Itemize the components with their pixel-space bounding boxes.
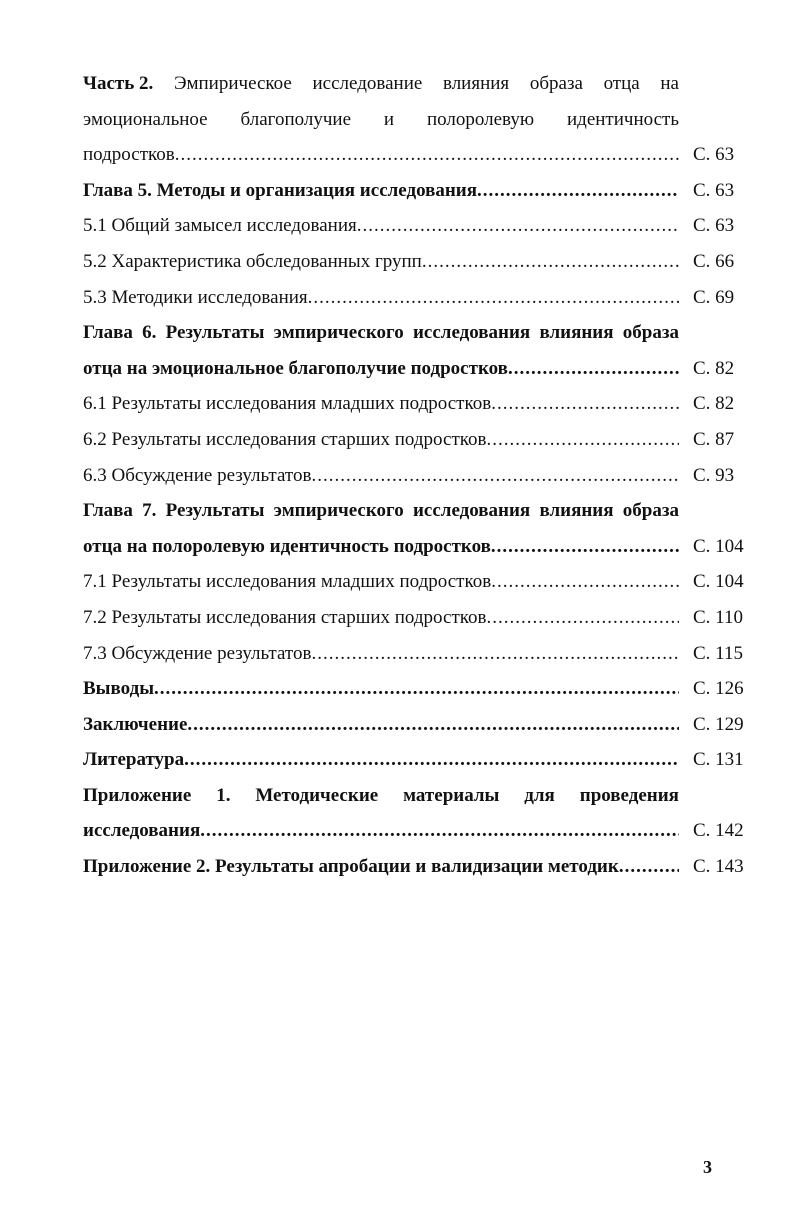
toc-entry-appendix1[interactable] <box>83 813 748 849</box>
entry-title: подростков <box>83 144 175 166</box>
chapter6-word: эмпирического <box>273 322 404 344</box>
entry-page: С. 104 <box>693 571 744 593</box>
toc-entry-summary[interactable] <box>83 707 748 743</box>
leader-dots <box>487 422 680 458</box>
entry-page: С. 63 <box>693 179 735 201</box>
part2-word: полоролевую <box>426 108 535 130</box>
leader-dots <box>311 458 679 494</box>
leader-dots <box>154 671 679 707</box>
chapter6-word: образа <box>622 322 679 344</box>
part2-word: благополучие <box>240 108 351 130</box>
entry-page: С. 82 <box>693 357 735 379</box>
entry-title: 7.1 Результаты исследования младших подростков <box>83 571 492 593</box>
entry-page: С. 63 <box>693 215 735 237</box>
leader-dots <box>175 137 679 173</box>
entry-page: С. 82 <box>693 393 735 415</box>
toc-entry-conclusions[interactable] <box>83 671 748 707</box>
entry-page: С. 129 <box>693 713 744 735</box>
leader-dots <box>491 564 679 600</box>
chapter7-word: Глава <box>83 500 133 522</box>
chapter7-word: образа <box>622 500 679 522</box>
entry-title: Заключение <box>83 713 188 735</box>
entry-title: Литература <box>83 749 185 771</box>
chapter6-word: влияния <box>539 322 614 344</box>
entry-page: С. 93 <box>693 464 735 486</box>
leader-dots <box>422 244 679 280</box>
part2-word: исследование <box>312 73 423 94</box>
toc-entry-appendix2[interactable] <box>83 849 748 885</box>
table-of-contents <box>83 66 748 885</box>
entry-title: Глава 5. Методы и организация исследования <box>83 179 478 201</box>
part2-word: образа <box>529 73 583 94</box>
entry-title: Выводы <box>83 678 155 700</box>
toc-entry-7-1[interactable] <box>83 564 748 600</box>
part2-word: и <box>383 108 395 130</box>
toc-appendix1-line1 <box>83 778 748 814</box>
leader-dots <box>487 600 680 636</box>
toc-entry-chapter6[interactable] <box>83 351 748 387</box>
entry-page: С. 87 <box>693 428 735 450</box>
leader-dots <box>491 386 679 422</box>
leader-dots <box>200 813 679 849</box>
toc-entry-7-3[interactable] <box>83 636 748 672</box>
leader-dots <box>477 173 679 209</box>
chapter6-word: 6. <box>142 322 157 344</box>
part2-word: Эмпирическое <box>173 73 292 94</box>
toc-entry-5-2[interactable] <box>83 244 748 280</box>
part2-word: эмоциональное <box>83 108 208 130</box>
entry-title: 6.2 Результаты исследования старших подростков <box>83 428 487 450</box>
entry-page: С. 69 <box>693 286 735 308</box>
entry-title: 5.2 Характеристика обследованных групп <box>83 250 422 272</box>
chapter6-word: Результаты <box>165 322 265 344</box>
leader-dots <box>357 208 679 244</box>
page-number: 3 <box>703 1157 712 1177</box>
appendix1-word: Методические <box>255 784 379 806</box>
chapter7-word: исследования <box>412 500 531 522</box>
leader-dots <box>308 280 679 316</box>
entry-page: С. 104 <box>693 535 744 557</box>
part2-word: отца <box>603 73 640 94</box>
chapter7-word: Результаты <box>165 500 265 522</box>
toc-entry-literature[interactable] <box>83 742 748 778</box>
leader-dots <box>491 529 679 565</box>
entry-page: С. 110 <box>693 606 743 628</box>
toc-entry-5-1[interactable] <box>83 208 748 244</box>
chapter7-word: влияния <box>539 500 614 522</box>
appendix1-word: для <box>524 784 555 806</box>
entry-title: исследования <box>83 820 201 842</box>
appendix1-word: материалы <box>403 784 500 806</box>
appendix1-word: Приложение <box>83 784 192 806</box>
chapter6-word: Глава <box>83 322 133 344</box>
leader-dots <box>184 742 679 778</box>
leader-dots <box>508 351 679 387</box>
entry-title: 7.2 Результаты исследования старших подростков <box>83 606 487 628</box>
toc-entry-chapter5[interactable] <box>83 173 748 209</box>
toc-chapter6-line1 <box>83 315 748 351</box>
entry-page: С. 63 <box>693 144 735 166</box>
appendix1-word: 1. <box>216 784 231 806</box>
leader-dots <box>311 636 679 672</box>
leader-dots <box>619 849 679 885</box>
toc-entry-6-1[interactable] <box>83 386 748 422</box>
toc-entry-part2[interactable] <box>83 137 748 173</box>
entry-page: С. 143 <box>693 856 744 878</box>
part2-label: Часть 2. <box>83 73 154 94</box>
entry-title: Приложение 2. Результаты апробации и валидизации методик <box>83 856 619 878</box>
entry-page: С. 142 <box>693 820 744 842</box>
entry-title: 6.3 Обсуждение результатов <box>83 464 312 486</box>
part2-word: влияния <box>442 73 510 94</box>
entry-page: С. 66 <box>693 250 735 272</box>
entry-title: 7.3 Обсуждение результатов <box>83 642 312 664</box>
toc-entry-6-2[interactable] <box>83 422 748 458</box>
entry-page: С. 115 <box>693 642 743 664</box>
entry-page: С. 126 <box>693 678 744 700</box>
entry-title: 6.1 Результаты исследования младших подростков <box>83 393 492 415</box>
entry-title: отца на полоролевую идентичность подростков <box>83 535 491 557</box>
part2-word: идентичность <box>566 108 679 130</box>
toc-entry-7-2[interactable] <box>83 600 748 636</box>
toc-entry-5-3[interactable] <box>83 280 748 316</box>
chapter7-word: 7. <box>142 500 157 522</box>
entry-title: 5.3 Методики исследования <box>83 286 308 308</box>
chapter6-word: исследования <box>412 322 531 344</box>
toc-entry-6-3[interactable] <box>83 458 748 494</box>
toc-part2-line1 <box>83 66 748 102</box>
toc-chapter7-line1 <box>83 493 748 529</box>
toc-part2-line2 <box>83 102 748 138</box>
toc-entry-chapter7[interactable] <box>83 529 748 565</box>
leader-dots <box>187 707 679 743</box>
chapter7-word: эмпирического <box>273 500 404 522</box>
appendix1-word: проведения <box>579 784 679 806</box>
entry-page: С. 131 <box>693 749 744 771</box>
entry-title: отца на эмоциональное благополучие подростков <box>83 357 508 379</box>
entry-title: 5.1 Общий замысел исследования <box>83 215 357 237</box>
part2-word: на <box>660 73 679 94</box>
